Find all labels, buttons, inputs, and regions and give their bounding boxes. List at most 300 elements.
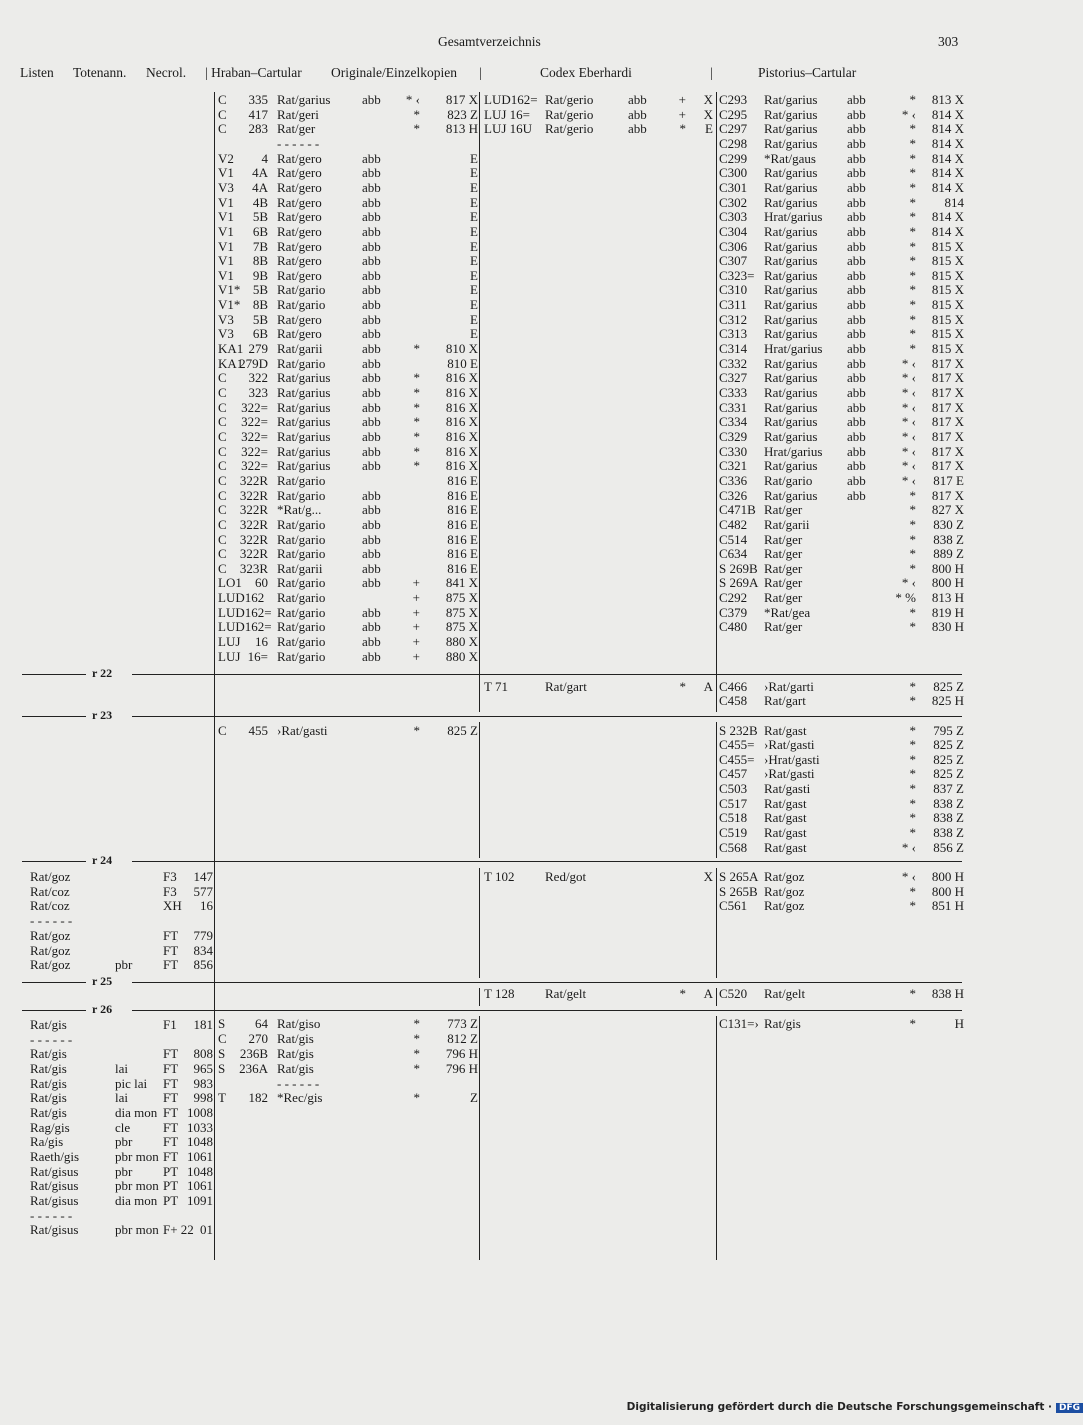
section-label: r 24 <box>92 853 113 867</box>
hraban-sign: + <box>412 619 420 635</box>
hraban-name: Rat/garius <box>277 428 331 444</box>
pistorius-date: 817 X <box>931 428 964 444</box>
pistorius-sign: * <box>909 560 916 576</box>
pistorius-name: Rat/goz <box>764 884 805 899</box>
list-code: FT <box>163 1134 179 1149</box>
hraban-name: *Rat/g... <box>277 502 322 518</box>
list-mark: dia mon <box>115 1105 158 1120</box>
hraban-number: 279D <box>239 355 268 371</box>
col-listen: Listen <box>20 65 54 80</box>
hraban-date: 816 E <box>447 472 478 488</box>
pistorius-name: Rat/garius <box>764 428 818 444</box>
pistorius-code: C298 <box>719 135 748 151</box>
hraban-number: 322R <box>239 472 268 488</box>
hraban-name: Rat/garius <box>277 370 331 386</box>
pistorius-title: abb <box>847 385 866 400</box>
hraban-code: S <box>218 1046 226 1061</box>
hraban-title: abb <box>362 297 381 313</box>
pistorius-sign: * <box>909 121 916 137</box>
codex-date: A <box>703 986 713 1001</box>
pistorius-sign: * <box>909 209 916 225</box>
hraban-name: Rat/gario <box>277 575 326 591</box>
pistorius-date: 851 H <box>931 898 964 913</box>
hraban-sign: * <box>413 458 420 474</box>
hraban-title: abb <box>362 399 381 415</box>
hraban-name: Rat/gario <box>277 355 326 371</box>
footer <box>612 1389 1083 1425</box>
pistorius-sign: * <box>909 516 916 532</box>
pistorius-sign: * ‹ <box>901 840 916 855</box>
list-name: Rat/gisus <box>30 1164 79 1179</box>
pistorius-name: Rat/gasti <box>764 781 811 796</box>
list-number: 1048 <box>187 1134 213 1149</box>
hraban-name: Rat/gero <box>277 311 322 327</box>
pistorius-code: C561 <box>719 898 748 913</box>
column-rule <box>214 988 215 1006</box>
list-number: 1008 <box>187 1105 213 1120</box>
hraban-name: Rat/gario <box>277 590 326 606</box>
hraban-code: C <box>218 385 227 400</box>
pistorius-code: S 269A <box>719 575 759 591</box>
col-totenann: Totenann. <box>73 65 127 80</box>
pistorius-code: C332 <box>719 355 748 371</box>
codex-code: T 102 <box>484 869 515 884</box>
hraban-name: Rat/gero <box>277 194 322 210</box>
pistorius-name: Rat/goz <box>764 869 805 884</box>
hraban-number: 283 <box>248 121 268 137</box>
list-number: 1033 <box>187 1120 213 1135</box>
pistorius-date: 825 Z <box>933 766 964 781</box>
list-mark: cle <box>115 1120 131 1135</box>
hraban-name: Rat/gero <box>277 165 322 181</box>
pistorius-code: S 265B <box>719 884 758 899</box>
pistorius-code: C293 <box>719 92 748 107</box>
pistorius-name: ›Rat/gasti <box>764 766 815 781</box>
hraban-sign: * <box>413 1031 420 1046</box>
hraban-code: S <box>218 1061 226 1076</box>
codex-title: abb <box>628 121 647 136</box>
hraban-date: 875 X <box>445 619 478 635</box>
column-rule <box>716 92 717 680</box>
section-label: r 23 <box>92 708 113 722</box>
hraban-date: 880 X <box>445 634 478 650</box>
hraban-sign: * <box>413 1046 420 1061</box>
hraban-sign: * <box>413 399 420 415</box>
list-code: FT <box>163 928 179 943</box>
pistorius-title: abb <box>847 121 866 137</box>
pistorius-name: Rat/gis <box>764 1016 801 1031</box>
hraban-number: 322= <box>241 428 268 444</box>
column-rule <box>214 722 215 858</box>
pistorius-date: 813 X <box>931 92 964 107</box>
pistorius-date: 817 X <box>931 443 964 459</box>
hraban-name: - - - - - - <box>277 135 320 151</box>
list-mark: dia mon <box>115 1193 158 1208</box>
pistorius-name: Hrat/garius <box>764 341 823 357</box>
pistorius-sign: * <box>909 796 916 811</box>
hraban-code: KA1 <box>218 341 244 357</box>
pistorius-sign: * <box>909 92 916 107</box>
list-name: Rat/gisus <box>30 1178 79 1193</box>
list-number: 998 <box>193 1090 213 1105</box>
codex-code: LUJ 16U <box>484 121 533 136</box>
pistorius-sign: * <box>909 604 916 620</box>
list-name: Rat/goz <box>30 943 71 958</box>
hraban-sign: * <box>413 121 420 137</box>
hraban-number: 4A <box>252 179 268 195</box>
hraban-date: 816 E <box>447 502 478 518</box>
pistorius-code: C455= <box>719 752 755 767</box>
pistorius-name: Rat/gast <box>764 840 807 855</box>
hraban-date: 817 X <box>445 92 478 107</box>
hraban-sign: * <box>413 341 420 357</box>
hraban-name: Rat/garius <box>277 385 331 400</box>
column-rule <box>479 722 480 858</box>
pistorius-name: Rat/ger <box>764 531 803 547</box>
hraban-code: C <box>218 723 227 738</box>
column-rule <box>479 1016 480 1260</box>
codex-title: abb <box>628 107 647 122</box>
list-number: 01 <box>200 1222 213 1237</box>
pistorius-code: C311 <box>719 297 747 313</box>
pistorius-sign: * % <box>895 590 916 606</box>
pistorius-name: Rat/garius <box>764 121 818 137</box>
pistorius-sign: * <box>909 223 916 239</box>
pistorius-date: 827 X <box>931 502 964 518</box>
pistorius-name: Rat/garius <box>764 92 818 107</box>
pistorius-date: 817 X <box>931 355 964 371</box>
list-number: 965 <box>193 1061 213 1076</box>
hraban-code: V1 <box>218 238 234 254</box>
pistorius-date: 800 H <box>931 575 964 591</box>
hraban-title: abb <box>362 560 381 576</box>
pistorius-date: 837 Z <box>933 781 964 796</box>
hraban-code: C <box>218 502 227 518</box>
section-label: r 26 <box>92 1002 113 1016</box>
pistorius-name: Hrat/garius <box>764 443 823 459</box>
hraban-number: 64 <box>255 1016 268 1031</box>
hraban-title: abb <box>362 487 381 503</box>
hraban-code: S <box>218 1016 226 1031</box>
pistorius-sign: * <box>909 737 916 752</box>
hraban-code: V1 <box>218 223 234 239</box>
hraban-number: 322= <box>241 443 268 459</box>
section-rule <box>132 674 962 675</box>
hraban-number: 5B <box>252 209 268 225</box>
list-name: Rat/gis <box>30 1046 67 1061</box>
pistorius-code: C514 <box>719 531 748 547</box>
hraban-code: LUJ <box>218 634 241 650</box>
pistorius-code: C310 <box>719 282 748 298</box>
list-number: 856 <box>193 957 213 972</box>
pistorius-sign: * <box>909 825 916 840</box>
hraban-date: E <box>470 311 478 327</box>
hraban-name: Rat/gero <box>277 223 322 239</box>
hraban-title: abb <box>362 165 381 181</box>
pistorius-code: C300 <box>719 165 748 181</box>
hraban-name: Rat/gario <box>277 531 326 547</box>
hraban-number: 322R <box>239 487 268 503</box>
column-rule <box>716 680 717 712</box>
dfg-logo: DFG <box>1056 1403 1083 1413</box>
codex-title: abb <box>628 92 647 107</box>
hraban-name: Rat/garius <box>277 443 331 459</box>
codex-code: T 128 <box>484 986 515 1001</box>
hraban-sign: * <box>413 106 420 122</box>
hraban-date: E <box>470 238 478 254</box>
hraban-number: 322 <box>248 370 268 386</box>
pistorius-code: C313 <box>719 326 748 342</box>
hraban-number: 236A <box>239 1061 268 1076</box>
list-number: 16 <box>200 898 213 913</box>
hraban-code: LUD162= <box>218 619 272 635</box>
hraban-title: abb <box>362 267 381 283</box>
hraban-date: 825 Z <box>447 723 478 738</box>
codex-sign: + <box>678 92 686 107</box>
hraban-name: Rat/gario <box>277 546 326 562</box>
hraban-date: 812 Z <box>447 1031 478 1046</box>
pistorius-title: abb <box>847 297 866 313</box>
pistorius-sign: * <box>909 884 916 899</box>
list-mark: pbr mon <box>115 1178 159 1193</box>
hraban-number: 16= <box>247 648 268 664</box>
pistorius-title: abb <box>847 472 866 488</box>
list-number: 577 <box>193 884 213 899</box>
list-name: Rat/gis <box>30 1017 67 1032</box>
pistorius-sign: * <box>909 326 916 342</box>
hraban-date: 816 E <box>447 560 478 576</box>
list-code: PT <box>163 1193 179 1208</box>
pistorius-date: 814 X <box>931 121 964 137</box>
hraban-name: Rat/gario <box>277 604 326 620</box>
list-mark: pbr <box>115 957 133 972</box>
hraban-code: C <box>218 443 227 459</box>
hraban-title: abb <box>362 238 381 254</box>
column-rule <box>716 988 717 1006</box>
footer-text: Digitalisierung gefördert durch die Deutsche Forschungsgemeinschaft · <box>626 1401 1053 1413</box>
pistorius-name: Rat/ger <box>764 590 803 606</box>
hraban-name: Rat/gario <box>277 516 326 532</box>
column-rule <box>214 92 215 1260</box>
pistorius-code: C517 <box>719 796 748 811</box>
pistorius-sign: * <box>909 253 916 269</box>
list-mark: pbr <box>115 1134 133 1149</box>
codex-sign: + <box>678 107 686 122</box>
pistorius-date: 815 X <box>931 282 964 298</box>
hraban-title: abb <box>362 502 381 518</box>
hraban-name: Rat/gis <box>277 1031 314 1046</box>
list-mark: pic lai <box>115 1076 148 1091</box>
hraban-code: V3 <box>218 326 234 342</box>
hraban-number: 16 <box>255 634 268 650</box>
hraban-number: 455 <box>248 723 268 738</box>
hraban-number: 279 <box>248 341 268 357</box>
hraban-code: V1 <box>218 267 234 283</box>
hraban-code: C <box>218 546 227 562</box>
hraban-title: abb <box>362 648 381 664</box>
pistorius-date: 825 Z <box>933 679 964 694</box>
pistorius-date: 795 Z <box>933 723 964 738</box>
hraban-code: C <box>218 106 227 122</box>
hraban-sign: + <box>412 648 420 664</box>
pistorius-name: Rat/garius <box>764 135 818 151</box>
hraban-title: abb <box>362 516 381 532</box>
column-rule <box>479 868 480 978</box>
hraban-name: Rat/gero <box>277 326 322 342</box>
hraban-number: 335 <box>248 92 268 107</box>
hraban-date: E <box>470 326 478 342</box>
list-name: Rag/gis <box>30 1120 70 1135</box>
list-code: PT <box>163 1164 179 1179</box>
list-number: 834 <box>193 943 213 958</box>
pistorius-date: 815 X <box>931 297 964 313</box>
pistorius-code: C321 <box>719 458 748 474</box>
list-code: FT <box>163 1061 179 1076</box>
pistorius-date: 838 Z <box>933 796 964 811</box>
pistorius-name: *Rat/gaus <box>764 150 816 166</box>
pistorius-code: C301 <box>719 179 748 195</box>
hraban-code: C <box>218 1031 227 1046</box>
codex-date: A <box>703 679 713 694</box>
hraban-number: 6B <box>252 326 268 342</box>
pistorius-title: abb <box>847 238 866 254</box>
list-number: 1091 <box>187 1193 213 1208</box>
hraban-code: V2 <box>218 150 234 166</box>
hraban-sign: + <box>412 604 420 620</box>
list-mark: lai <box>115 1090 128 1105</box>
list-name: Ra/gis <box>30 1134 64 1149</box>
hraban-code: C <box>218 458 227 474</box>
pistorius-code: C503 <box>719 781 748 796</box>
hraban-number: 323 <box>248 385 268 400</box>
pistorius-date: 817 E <box>933 472 964 488</box>
hraban-sign: + <box>412 634 420 650</box>
list-number: 1061 <box>187 1149 213 1164</box>
pistorius-sign: * <box>909 723 916 738</box>
list-code: FT <box>163 1076 179 1091</box>
hraban-date: 816 X <box>445 414 478 430</box>
hraban-title: abb <box>362 311 381 327</box>
hraban-date: 816 X <box>445 458 478 474</box>
hraban-name: ›Rat/gasti <box>277 723 328 738</box>
pistorius-name: Rat/gast <box>764 810 807 825</box>
pistorius-date: 814 X <box>931 223 964 239</box>
hraban-number: 322= <box>241 458 268 474</box>
pistorius-name: Rat/gast <box>764 796 807 811</box>
pistorius-date: 817 X <box>931 370 964 386</box>
hraban-number: 417 <box>248 106 268 122</box>
hraban-date: 816 X <box>445 370 478 386</box>
pistorius-code: C304 <box>719 223 748 239</box>
pistorius-code: C634 <box>719 546 748 562</box>
pistorius-sign: * ‹ <box>901 355 916 371</box>
list-code: F1 <box>163 1017 177 1032</box>
hraban-code: V1 <box>218 253 234 269</box>
hraban-date: 796 H <box>445 1046 478 1061</box>
hraban-number: 4A <box>252 165 268 181</box>
pistorius-name: Rat/garii <box>764 516 810 532</box>
hraban-name: Rat/garii <box>277 560 323 576</box>
section-label: r 25 <box>92 974 113 988</box>
pistorius-name: Rat/gario <box>764 472 813 488</box>
pistorius-title: abb <box>847 414 866 430</box>
hraban-name: Rat/gero <box>277 209 322 225</box>
pistorius-title: abb <box>847 355 866 371</box>
pistorius-code: C326 <box>719 487 748 503</box>
pistorius-code: C295 <box>719 106 748 122</box>
codex-date: X <box>703 107 713 122</box>
hraban-code: V1* <box>218 282 241 298</box>
pistorius-date: 800 H <box>931 869 964 884</box>
pistorius-date: 814 X <box>931 165 964 181</box>
section-rule <box>22 1010 86 1011</box>
codex-date: X <box>703 869 713 884</box>
pistorius-title: abb <box>847 106 866 122</box>
pistorius-title: abb <box>847 194 866 210</box>
pistorius-title: abb <box>847 253 866 269</box>
pistorius-sign: * <box>909 986 916 1001</box>
hraban-sign: * <box>413 443 420 459</box>
codex-sign: * <box>679 679 686 694</box>
codex-code: LUJ 16= <box>484 107 530 122</box>
pistorius-name: Rat/ger <box>764 560 803 576</box>
pistorius-date: 814 X <box>931 179 964 195</box>
hraban-number: 270 <box>248 1031 268 1046</box>
hraban-name: Rat/gario <box>277 282 326 298</box>
pistorius-name: Rat/garius <box>764 385 818 400</box>
hraban-name: Rat/gero <box>277 267 322 283</box>
hraban-number: 4B <box>252 194 268 210</box>
hraban-number: 6B <box>252 223 268 239</box>
hraban-date: 841 X <box>445 575 478 591</box>
hraban-name: Rat/garius <box>277 458 331 474</box>
pistorius-sign: * <box>909 165 916 181</box>
pistorius-code: C568 <box>719 840 748 855</box>
pistorius-sign: * <box>909 810 916 825</box>
section-rule <box>132 716 962 717</box>
list-mark: pbr mon <box>115 1149 159 1164</box>
hraban-sign: * <box>413 1090 420 1105</box>
hraban-title: abb <box>362 443 381 459</box>
column-rule <box>716 722 717 858</box>
pistorius-sign: * <box>909 487 916 503</box>
hraban-date: 816 X <box>445 428 478 444</box>
hraban-date: E <box>470 282 478 298</box>
hraban-name: *Rec/gis <box>277 1090 323 1105</box>
pistorius-code: C297 <box>719 121 748 137</box>
column-rule <box>716 1016 717 1260</box>
pistorius-sign: * ‹ <box>901 428 916 444</box>
hraban-number: 236B <box>239 1046 268 1061</box>
hraban-name: Rat/garii <box>277 341 323 357</box>
pistorius-code: C307 <box>719 253 748 269</box>
pistorius-code: C480 <box>719 619 748 635</box>
pistorius-name: Rat/garius <box>764 355 818 371</box>
hraban-number: 182 <box>248 1090 268 1105</box>
pistorius-sign: * <box>909 194 916 210</box>
hraban-number: 322R <box>239 546 268 562</box>
hraban-code: C <box>218 92 227 107</box>
pistorius-title: abb <box>847 282 866 298</box>
column-rule <box>479 680 480 712</box>
hraban-date: E <box>470 209 478 225</box>
hraban-sign: * <box>413 428 420 444</box>
pistorius-date: 889 Z <box>933 546 964 562</box>
column-rule <box>479 988 480 1006</box>
pistorius-name: Rat/garius <box>764 194 818 210</box>
pistorius-date: 814 X <box>931 150 964 166</box>
pistorius-date: 838 Z <box>933 825 964 840</box>
